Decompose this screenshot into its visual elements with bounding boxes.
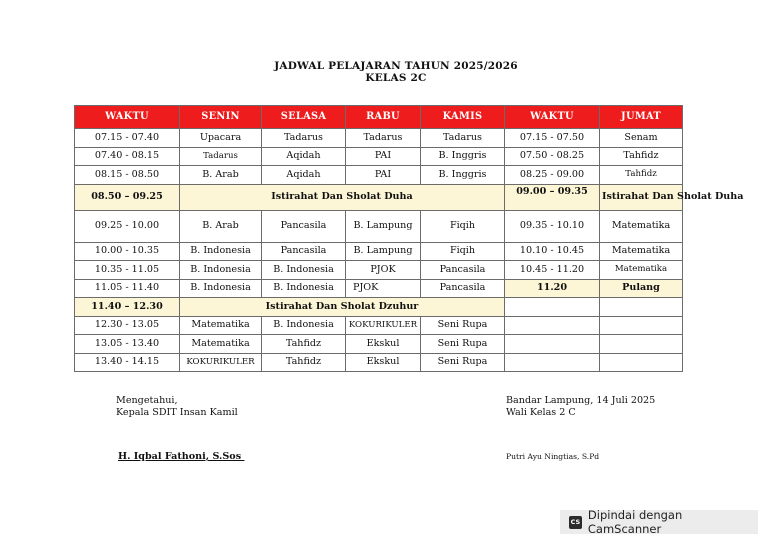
header-jumat: JUMAT <box>600 106 683 129</box>
table-row <box>75 335 683 354</box>
cell-waktu-jumat <box>505 335 600 354</box>
signature-right <box>506 395 655 419</box>
cell-waktu-jumat: 09.00 – 09.35 <box>505 184 600 210</box>
table-row <box>75 353 683 372</box>
cell-kamis: Seni Rupa <box>421 353 505 372</box>
cell-waktu: 11.05 - 11.40 <box>75 279 180 298</box>
cell-senin: B. Indonesia <box>180 279 262 298</box>
signature-left <box>116 395 238 419</box>
principal-name: H. Iqbal Fathoni, S.Sos <box>118 451 245 462</box>
header-kamis: KAMIS <box>421 106 505 129</box>
cell-senin: Tadarus <box>180 147 262 166</box>
cell-waktu: 07.40 - 08.15 <box>75 147 180 166</box>
cell-rabu: Tadarus <box>346 129 421 148</box>
cell-jumat <box>600 353 683 372</box>
cell-senin: B. Arab <box>180 210 262 242</box>
cell-jumat <box>600 298 683 317</box>
schedule-title: JADWAL PELAJARAN TAHUN 2025/2026 <box>274 60 518 72</box>
cell-waktu-jumat <box>505 298 600 317</box>
class-title: KELAS 2C <box>365 72 427 84</box>
cell-jumat: Istirahat Dan Sholat Duha <box>600 184 683 210</box>
cell-rabu: B. Lampung <box>346 210 421 242</box>
cell-waktu: 12.30 - 13.05 <box>75 316 180 335</box>
cell-waktu-jumat: 10.45 - 11.20 <box>505 261 600 280</box>
cell-kamis: Fiqih <box>421 242 505 261</box>
cell-waktu-jumat <box>505 353 600 372</box>
cell-senin: B. Indonesia <box>180 242 262 261</box>
cell-waktu: 08.15 - 08.50 <box>75 166 180 185</box>
cell-kamis: Seni Rupa <box>421 335 505 354</box>
cell-kamis: Fiqih <box>421 210 505 242</box>
cell-jumat: Matematika <box>600 210 683 242</box>
camscanner-watermark <box>560 510 758 534</box>
cell-selasa: B. Indonesia <box>262 316 346 335</box>
table-row <box>75 166 683 185</box>
cell-senin: B. Arab <box>180 166 262 185</box>
cell-kamis: Tadarus <box>421 129 505 148</box>
cell-rabu: PJOK <box>346 261 421 280</box>
cell-kamis: Pancasila <box>421 261 505 280</box>
cell-waktu-jumat: 08.25 - 09.00 <box>505 166 600 185</box>
cell-selasa: Aqidah <box>262 147 346 166</box>
cell-selasa: Pancasila <box>262 210 346 242</box>
cell-selasa: Tadarus <box>262 129 346 148</box>
break-row <box>75 184 683 210</box>
homeroom-title: Wali Kelas 2 C <box>506 407 576 418</box>
cell-senin: Matematika <box>180 316 262 335</box>
cell-waktu-jumat <box>505 316 600 335</box>
cell-selasa: Pancasila <box>262 242 346 261</box>
cell-rabu: PAI <box>346 147 421 166</box>
cell-rabu: Ekskul <box>346 353 421 372</box>
table-row <box>75 316 683 335</box>
cell-waktu: 09.25 - 10.00 <box>75 210 180 242</box>
break-duha-cell: Istirahat Dan Sholat Duha <box>180 184 505 210</box>
header-selasa: SELASA <box>262 106 346 129</box>
cell-waktu: 13.40 - 14.15 <box>75 353 180 372</box>
cell-waktu: 11.40 – 12.30 <box>75 298 180 317</box>
table-row <box>75 210 683 242</box>
cell-jumat: Pulang <box>600 279 683 298</box>
header-row <box>75 106 683 129</box>
cell-jumat: Matematika <box>600 261 683 280</box>
cell-waktu-jumat: 07.50 - 08.25 <box>505 147 600 166</box>
table-row <box>75 147 683 166</box>
camscanner-text: Dipindai dengan CamScanner <box>587 508 683 536</box>
cell-kamis: Pancasila <box>421 279 505 298</box>
cell-rabu: PJOK <box>346 279 421 298</box>
table-row <box>75 279 683 298</box>
cell-waktu-jumat: 11.20 <box>505 279 600 298</box>
cell-waktu-jumat: 10.10 - 10.45 <box>505 242 600 261</box>
cell-rabu: PAI <box>346 166 421 185</box>
cell-waktu: 07.15 - 07.40 <box>75 129 180 148</box>
cell-kamis: Seni Rupa <box>421 316 505 335</box>
cell-senin: Upacara <box>180 129 262 148</box>
camscanner-icon: CS <box>569 516 582 529</box>
header-waktu: WAKTU <box>75 106 180 129</box>
break-dzuhur-cell: Istirahat Dan Sholat Dzuhur <box>180 298 505 317</box>
header-waktu-jumat: WAKTU <box>505 106 600 129</box>
acknowledged-label: Mengetahui, <box>116 395 178 406</box>
schedule-table <box>74 105 744 372</box>
header-rabu: RABU <box>346 106 421 129</box>
cell-waktu-jumat: 07.15 - 07.50 <box>505 129 600 148</box>
cell-jumat: Matematika <box>600 242 683 261</box>
cell-selasa: Tahfidz <box>262 335 346 354</box>
cell-waktu: 10.00 - 10.35 <box>75 242 180 261</box>
cell-waktu: 08.50 – 09.25 <box>75 184 180 210</box>
cell-jumat: Senam <box>600 129 683 148</box>
cell-rabu: B. Lampung <box>346 242 421 261</box>
cell-jumat <box>600 316 683 335</box>
header-senin: SENIN <box>180 106 262 129</box>
cell-waktu: 13.05 - 13.40 <box>75 335 180 354</box>
cell-kamis: B. Inggris <box>421 166 505 185</box>
cell-rabu: Ekskul <box>346 335 421 354</box>
cell-selasa: Aqidah <box>262 166 346 185</box>
cell-senin: Matematika <box>180 335 262 354</box>
teacher-name: Putri Ayu Ningtias, S.Pd <box>506 452 600 461</box>
cell-senin: B. Indonesia <box>180 261 262 280</box>
cell-kamis: B. Inggris <box>421 147 505 166</box>
cell-selasa: Tahfidz <box>262 353 346 372</box>
table-row <box>75 129 683 148</box>
cell-waktu-jumat: 09.35 - 10.10 <box>505 210 600 242</box>
cell-jumat: Tahfidz <box>600 147 683 166</box>
principal-title: Kepala SDIT Insan Kamil <box>116 407 238 418</box>
break-row <box>75 298 683 317</box>
cell-selasa: B. Indonesia <box>262 261 346 280</box>
cell-jumat: Tahfidz <box>600 166 683 185</box>
cell-jumat <box>600 335 683 354</box>
cell-rabu: KOKURIKULER <box>346 316 421 335</box>
place-date: Bandar Lampung, 14 Juli 2025 <box>506 395 656 406</box>
table-row <box>75 242 683 261</box>
table-row <box>75 261 683 280</box>
cell-waktu: 10.35 - 11.05 <box>75 261 180 280</box>
cell-selasa: B. Indonesia <box>262 279 346 298</box>
cell-senin: KOKURIKULER <box>180 353 262 372</box>
